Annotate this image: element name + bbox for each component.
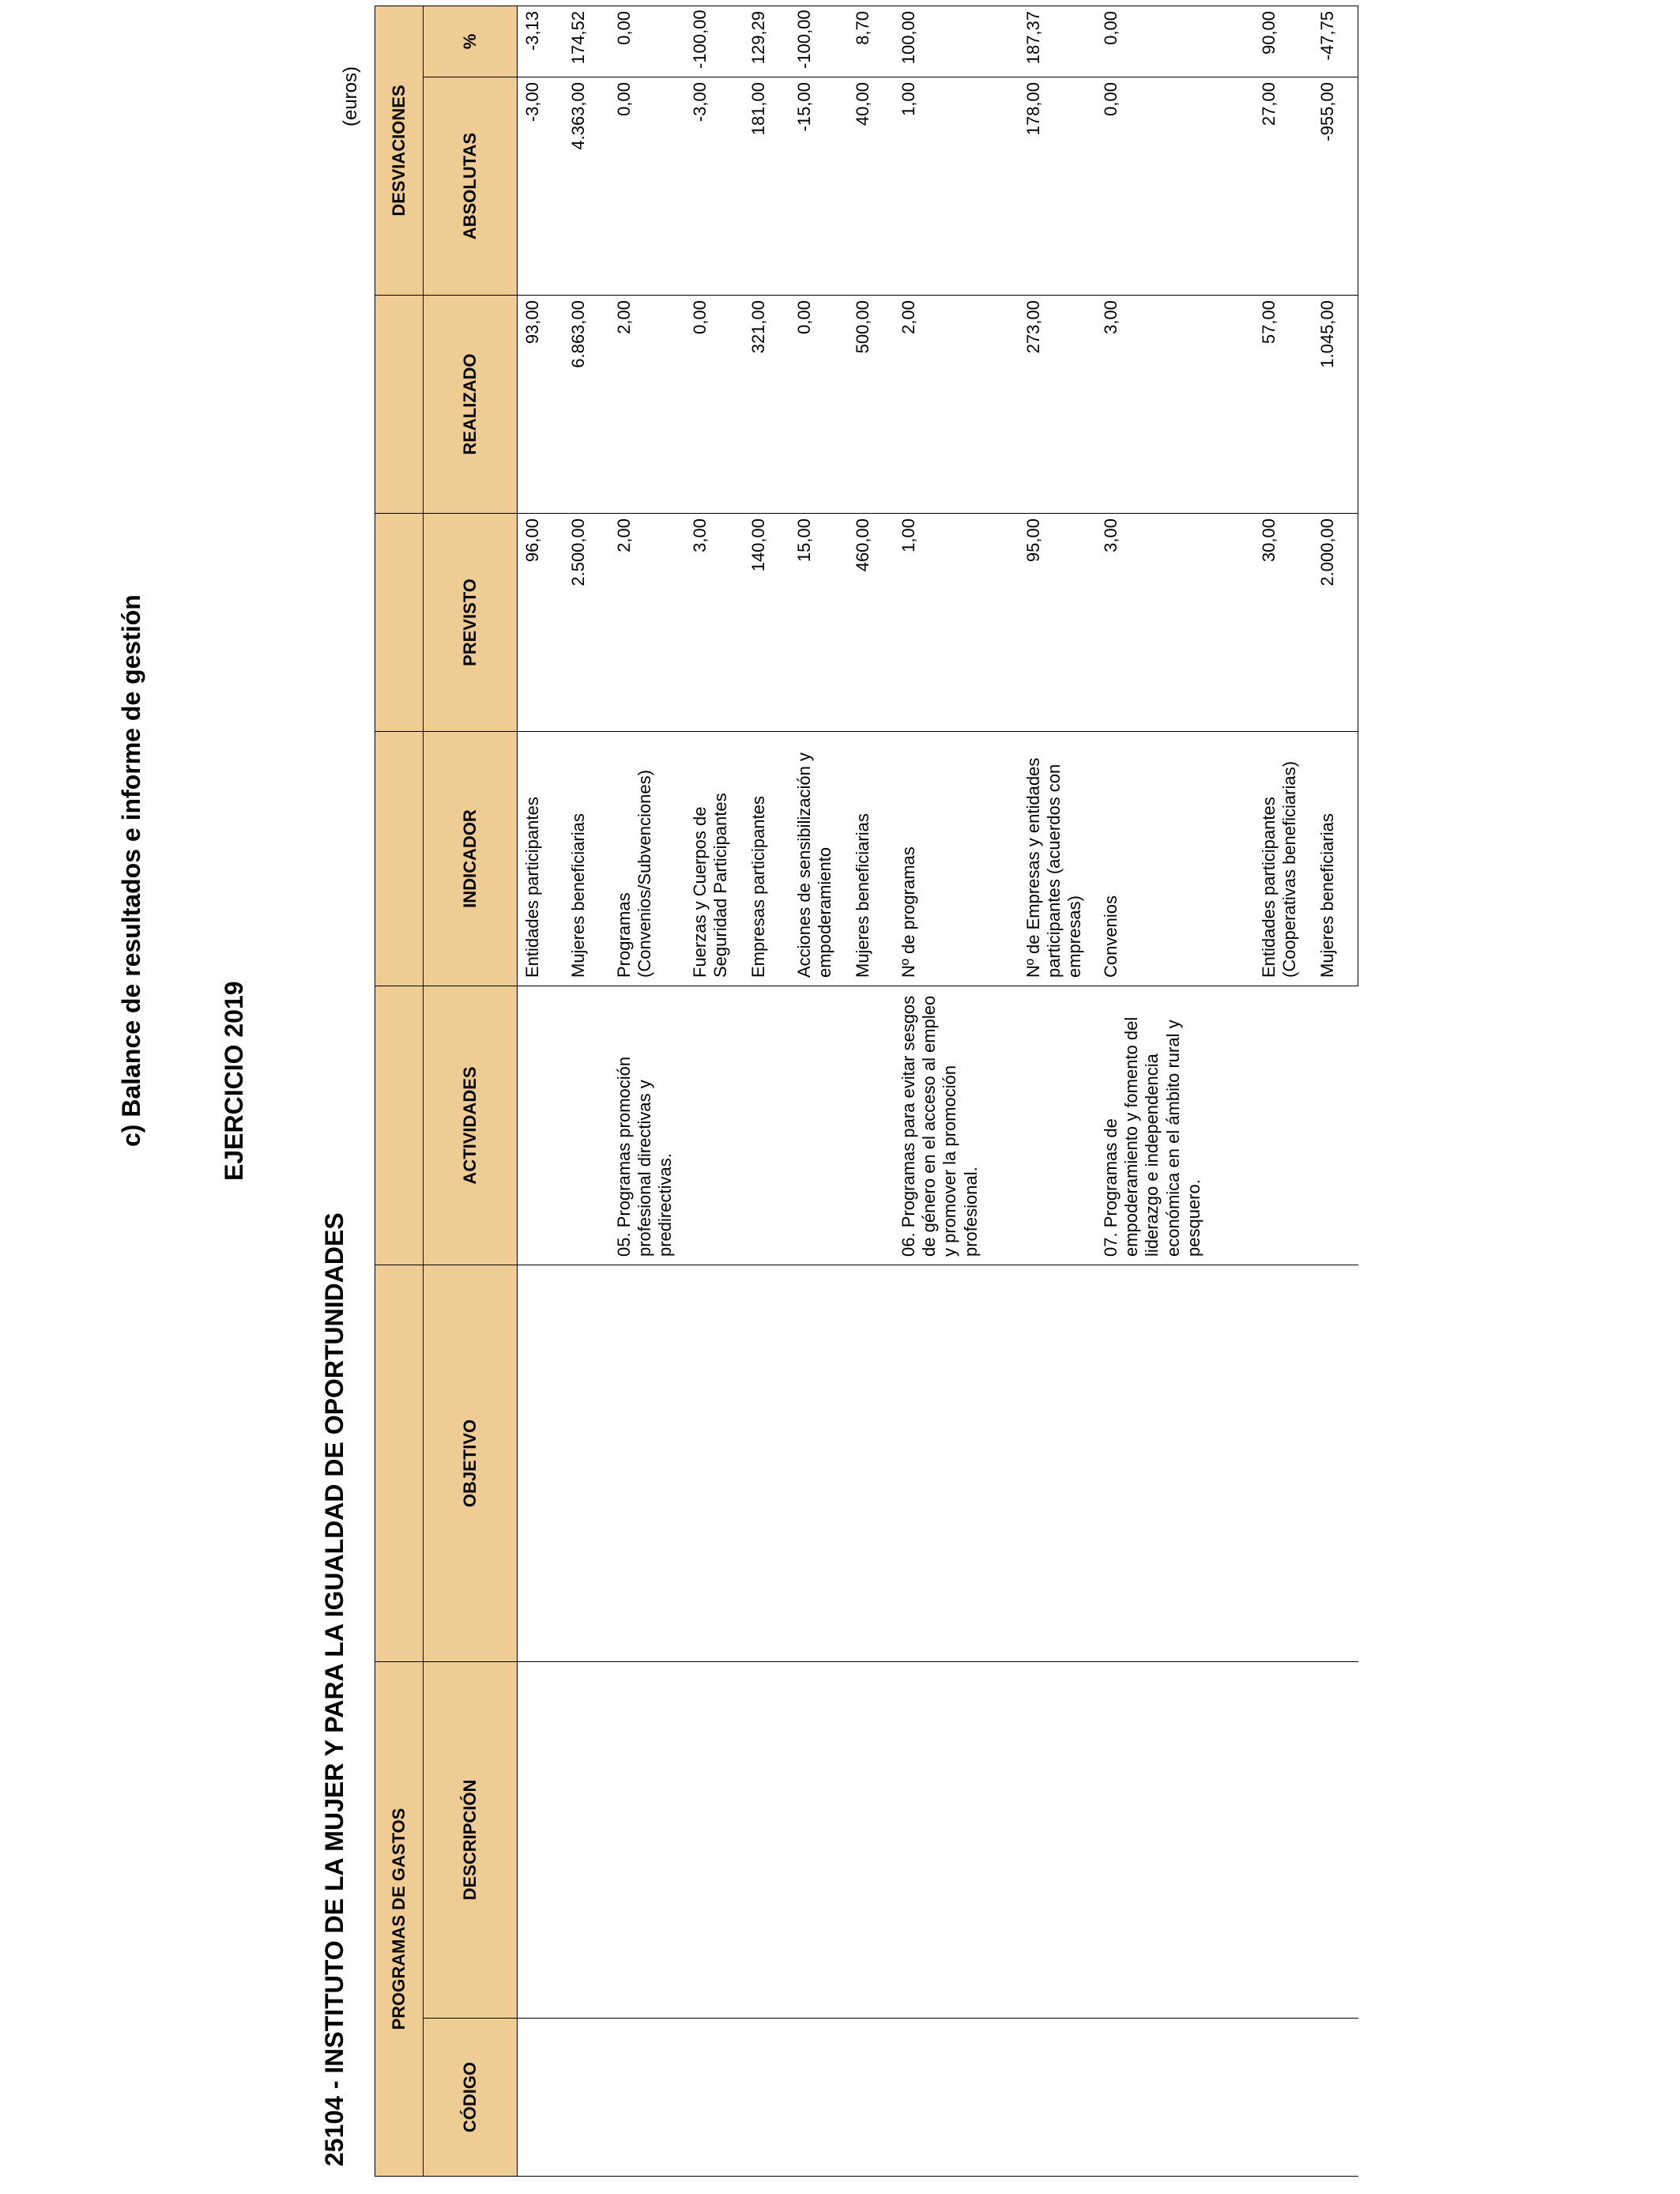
realizado-cell: 2,00 (609, 296, 685, 514)
absolutas-cell: 4.363,00 (563, 77, 609, 296)
realizado-cell: 321,00 (744, 296, 789, 514)
col-header-pct: % (424, 6, 518, 77)
objetivo-cell (518, 1265, 1358, 1662)
previsto-cell: 95,00 (1019, 514, 1096, 732)
entity-title: 25104 - INSTITUTO DE LA MUJER Y PARA LA IGUALDAD DE OPORTUNIDADES (320, 1212, 348, 2166)
pct-cell: 174,52 (563, 6, 609, 77)
absolutas-cell: 40,00 (848, 77, 894, 296)
pct-cell: 0,00 (609, 6, 685, 77)
exercise-title: EJERCICIO 2019 (220, 981, 248, 1181)
indicador-cell: Mujeres beneficiarias (563, 732, 609, 986)
pct-cell: 129,29 (744, 6, 789, 77)
indicador-cell: Nº de Empresas y entidades participantes (acuerdos con empresas) (1019, 732, 1096, 986)
previsto-cell: 2.000,00 (1313, 514, 1358, 732)
realizado-cell: 3,00 (1096, 296, 1254, 514)
group-header-spacer (375, 296, 424, 514)
previsto-cell: 2.500,00 (563, 514, 609, 732)
col-header-descripcion: DESCRIPCIÓN (424, 1662, 518, 2019)
pct-cell: 0,00 (1096, 6, 1254, 77)
pct-cell: 90,00 (1254, 6, 1313, 77)
group-header-spacer (375, 514, 424, 732)
results-table (375, 6, 1358, 2177)
absolutas-cell: 27,00 (1254, 77, 1313, 296)
col-header-codigo: CÓDIGO (424, 2019, 518, 2177)
indicador-cell: Mujeres beneficiarias (1313, 732, 1358, 986)
pct-cell: -47,75 (1313, 6, 1358, 77)
activity-spacer (518, 986, 609, 1265)
indicador-cell: Convenios (1096, 732, 1254, 986)
col-header-absolutas: ABSOLUTAS (424, 77, 518, 296)
realizado-cell: 500,00 (848, 296, 894, 514)
indicador-cell: Empresas participantes (744, 732, 789, 986)
pct-cell: -3,13 (518, 6, 563, 77)
pct-cell: 100,00 (894, 6, 1019, 77)
indicador-cell: Acciones de sensibilización y empoderamiento (789, 732, 848, 986)
previsto-cell: 30,00 (1254, 514, 1313, 732)
absolutas-cell: -3,00 (518, 77, 563, 296)
realizado-cell: 6.863,00 (563, 296, 609, 514)
col-header-indicador: INDICADOR (424, 732, 518, 986)
absolutas-cell: -3,00 (685, 77, 744, 296)
col-header-objetivo: OBJETIVO (424, 1265, 518, 1662)
realizado-cell: 93,00 (518, 296, 563, 514)
col-header-realizado: REALIZADO (424, 296, 518, 514)
previsto-cell: 3,00 (1096, 514, 1254, 732)
indicador-cell: Fuerzas y Cuerpos de Seguridad Participantes (685, 732, 744, 986)
column-header-row (424, 6, 518, 2176)
pct-cell: 8,70 (848, 6, 894, 77)
group-header-spacer (375, 986, 424, 1265)
group-header-desviaciones: DESVIACIONES (375, 6, 424, 295)
previsto-cell: 3,00 (685, 514, 744, 732)
absolutas-cell: 0,00 (1096, 77, 1254, 296)
group-header-programas: PROGRAMAS DE GASTOS (375, 1662, 424, 2177)
absolutas-cell: 178,00 (1019, 77, 1096, 296)
indicador-cell: Entidades participantes (Cooperativas beneficiarias) (1254, 732, 1313, 986)
indicador-cell: Mujeres beneficiarias (848, 732, 894, 986)
realizado-cell: 57,00 (1254, 296, 1313, 514)
previsto-cell: 96,00 (518, 514, 563, 732)
col-header-previsto: PREVISTO (424, 514, 518, 732)
units-note: (euros) (340, 66, 361, 126)
absolutas-cell: -955,00 (1313, 77, 1358, 296)
previsto-cell: 2,00 (609, 514, 685, 732)
pct-cell: -100,00 (685, 6, 744, 77)
descripcion-cell (518, 1662, 1358, 2019)
codigo-cell (518, 2019, 1358, 2177)
indicador-cell: Entidades participantes (518, 732, 563, 986)
absolutas-cell: -15,00 (789, 77, 848, 296)
group-header-spacer (375, 1265, 424, 1662)
section-title: c) Balance de resultados e informe de gestión (117, 594, 145, 1147)
previsto-cell: 1,00 (894, 514, 1019, 732)
realizado-cell: 0,00 (685, 296, 744, 514)
activity-cell: 05. Programas promoción profesional directivas y predirectivas. (609, 986, 894, 1265)
absolutas-cell: 181,00 (744, 77, 789, 296)
pct-cell: -100,00 (789, 6, 848, 77)
absolutas-cell: 1,00 (894, 77, 1019, 296)
previsto-cell: 15,00 (789, 514, 848, 732)
group-header-spacer (375, 732, 424, 986)
previsto-cell: 460,00 (848, 514, 894, 732)
indicador-cell: Programas (Convenios/Subvenciones) (609, 732, 685, 986)
col-header-actividades: ACTIVIDADES (424, 986, 518, 1265)
absolutas-cell: 0,00 (609, 77, 685, 296)
realizado-cell: 0,00 (789, 296, 848, 514)
realizado-cell: 273,00 (1019, 296, 1096, 514)
realizado-cell: 1.045,00 (1313, 296, 1358, 514)
group-header-row (375, 6, 424, 2176)
realizado-cell: 2,00 (894, 296, 1019, 514)
previsto-cell: 140,00 (744, 514, 789, 732)
indicador-cell: Nº de programas (894, 732, 1019, 986)
table-row (518, 6, 563, 2176)
activity-cell: 07. Programas de empoderamiento y fomento del liderazgo e independencia económica en el ámbito rural y pesquero. (1096, 986, 1358, 1265)
activity-cell: 06. Programas para evitar sesgos de género en el acceso al empleo y promover la promoción profesional. (894, 986, 1096, 1265)
pct-cell: 187,37 (1019, 6, 1096, 77)
